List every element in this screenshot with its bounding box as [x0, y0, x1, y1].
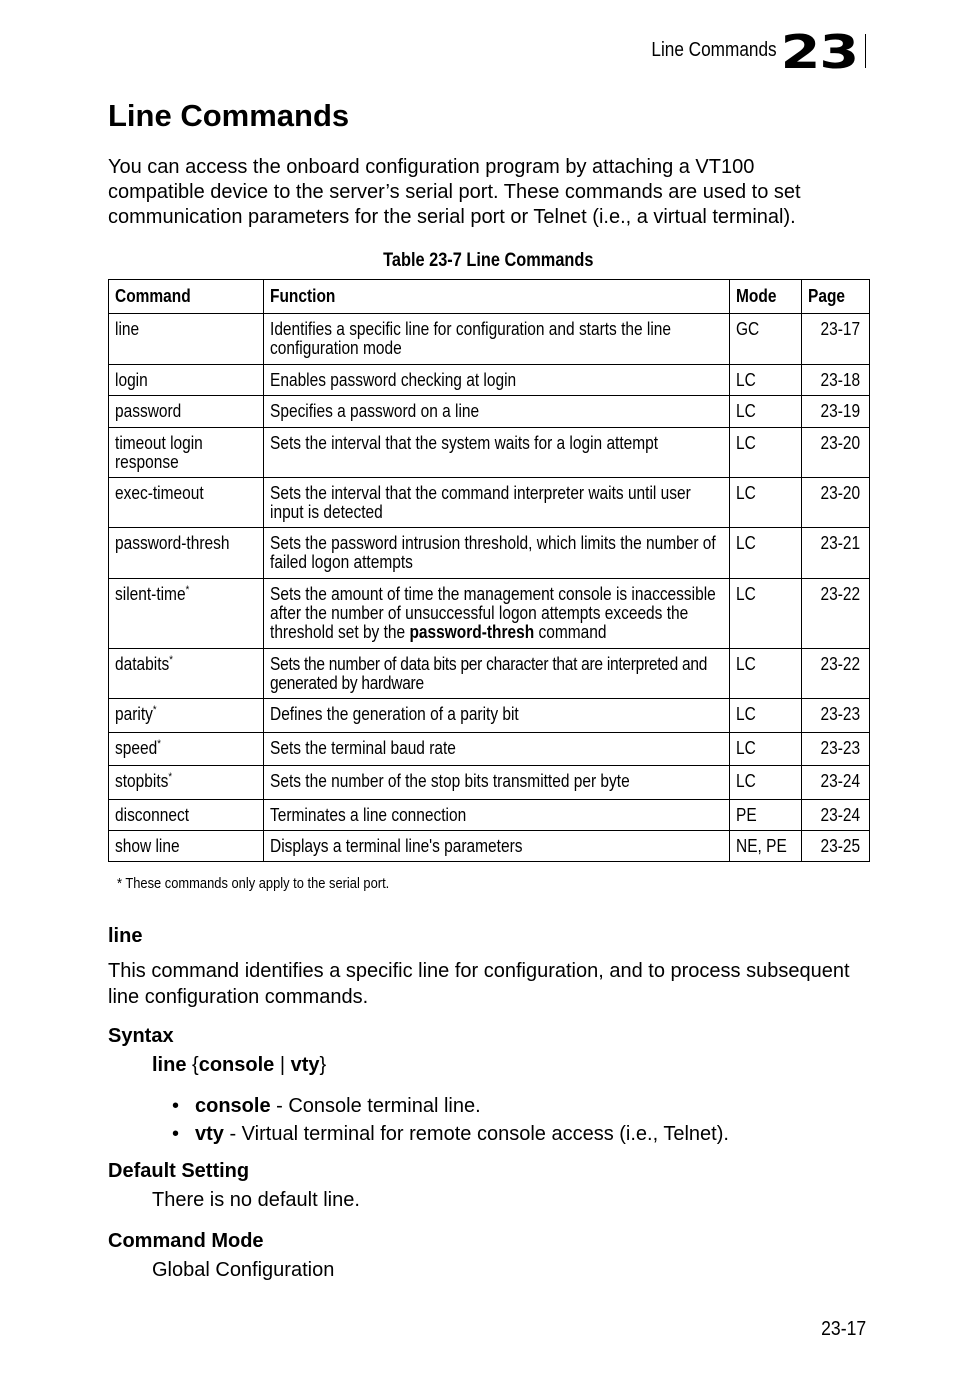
mode-cell: LC — [730, 428, 802, 478]
page-cell: 23-24 — [802, 766, 870, 800]
table-caption: Table 23-7 Line Commands — [382, 250, 594, 271]
command-cell: silent-time* — [109, 579, 264, 649]
page-cell: 23-19 — [802, 396, 870, 428]
page-cell: 23-23 — [802, 699, 870, 733]
page-cell: 23-20 — [802, 478, 870, 528]
function-cell: Identifies a specific line for configuration and starts the line configuration mode — [264, 314, 730, 365]
command-cell: show line — [109, 831, 264, 862]
command-cell: stopbits* — [109, 766, 264, 800]
line-commands-table — [108, 279, 870, 862]
command-cell: login — [109, 365, 264, 396]
function-cell: Defines the generation of a parity bit — [264, 699, 730, 733]
footnote-marker: * — [185, 584, 190, 596]
footnote-marker: * — [152, 704, 157, 716]
table-row — [109, 766, 870, 800]
page-cell: 23-20 — [802, 428, 870, 478]
mode-cell: LC — [730, 396, 802, 428]
footnote-marker: * — [169, 654, 173, 666]
mode-cell: NE, PE — [730, 831, 802, 862]
page-cell: 23-23 — [802, 733, 870, 766]
command-mode-heading: Command Mode — [108, 1230, 264, 1252]
table-row — [109, 478, 870, 528]
command-cell: parity* — [109, 699, 264, 733]
function-cell: Sets the amount of time the management console is inaccessible after the number of unsuccessful logon attempts exceeds the threshold set by the password-thresh command — [264, 579, 730, 649]
mode-cell: LC — [730, 478, 802, 528]
syntax-heading: Syntax — [108, 1025, 174, 1047]
command-heading: line — [108, 925, 143, 947]
page-cell: 23-25 — [802, 831, 870, 862]
mode-cell: LC — [730, 766, 802, 800]
syntax-line: line {console | vty} — [152, 1054, 327, 1076]
default-setting-heading: Default Setting — [108, 1160, 250, 1182]
page-cell: 23-17 — [802, 314, 870, 365]
header-mode: Mode — [730, 280, 802, 314]
function-cell: Sets the terminal baud rate — [264, 733, 730, 766]
table-row — [109, 831, 870, 862]
table-row — [109, 365, 870, 396]
page-cell: 23-24 — [802, 800, 870, 831]
table-header-row — [109, 280, 870, 314]
command-cell: line — [109, 314, 264, 365]
table-row — [109, 528, 870, 579]
table-row — [109, 800, 870, 831]
syntax-parameter-list — [172, 1092, 729, 1148]
function-cell: Sets the interval that the command interpreter waits until user input is detected — [264, 478, 730, 528]
function-cell: Enables password checking at login — [264, 365, 730, 396]
command-cell: disconnect — [109, 800, 264, 831]
default-setting-text: There is no default line. — [152, 1189, 360, 1211]
table-row — [109, 699, 870, 733]
function-cell: Sets the interval that the system waits for a login attempt — [264, 428, 730, 478]
command-description: This command identifies a specific line for configuration, and to process subsequent line configuration commands. — [108, 960, 850, 1008]
intro-paragraph: You can access the onboard configuration program by attaching a VT100 compatible device to the server’s serial port. These commands are used to set communication parameters for the serial port or Telnet (i.e., a virtual terminal). — [108, 156, 801, 228]
header-page: Page — [802, 280, 870, 314]
page-cell: 23-18 — [802, 365, 870, 396]
list-item: • vty - Virtual terminal for remote console access (i.e., Telnet). — [172, 1120, 729, 1148]
table-row — [109, 733, 870, 766]
mode-cell: LC — [730, 649, 802, 699]
function-cell: Sets the number of the stop bits transmitted per byte — [264, 766, 730, 800]
command-cell: password-thresh — [109, 528, 264, 579]
command-cell: exec-timeout — [109, 478, 264, 528]
table-row — [109, 428, 870, 478]
list-item: • console - Console terminal line. — [172, 1092, 729, 1120]
header-command: Command — [109, 280, 264, 314]
page-cell: 23-21 — [802, 528, 870, 579]
page-cell: 23-22 — [802, 649, 870, 699]
function-cell: Displays a terminal line's parameters — [264, 831, 730, 862]
mode-cell: LC — [730, 699, 802, 733]
mode-cell: LC — [730, 733, 802, 766]
table-footnote: * These commands only apply to the serial port. — [117, 875, 390, 892]
function-cell: Specifies a password on a line — [264, 396, 730, 428]
mode-cell: LC — [730, 579, 802, 649]
command-cell: speed* — [109, 733, 264, 766]
mode-cell: LC — [730, 528, 802, 579]
function-cell: Sets the number of data bits per character that are interpreted and generated by hardware — [264, 649, 730, 699]
command-mode-text: Global Configuration — [152, 1259, 335, 1281]
command-cell: timeout login response — [109, 428, 264, 478]
chapter-number: 23 — [780, 25, 858, 79]
table-row — [109, 649, 870, 699]
command-cell: password — [109, 396, 264, 428]
mode-cell: LC — [730, 365, 802, 396]
command-cell: databits* — [109, 649, 264, 699]
function-cell: Terminates a line connection — [264, 800, 730, 831]
footnote-marker: * — [157, 738, 161, 750]
table-row — [109, 314, 870, 365]
footnote-marker: * — [168, 771, 173, 783]
table-row — [109, 396, 870, 428]
page-cell: 23-22 — [802, 579, 870, 649]
running-header — [631, 25, 866, 79]
table-row — [109, 579, 870, 649]
function-cell: Sets the password intrusion threshold, which limits the number of failed logon attempts — [264, 528, 730, 579]
mode-cell: GC — [730, 314, 802, 365]
mode-cell: PE — [730, 800, 802, 831]
header-title: Line Commands — [651, 39, 777, 61]
page-title: Line Commands — [108, 98, 350, 133]
inline-command-ref: password-thresh — [409, 622, 535, 642]
chapter-divider — [865, 34, 866, 68]
header-function: Function — [264, 280, 730, 314]
page-number: 23-17 — [820, 1318, 866, 1340]
